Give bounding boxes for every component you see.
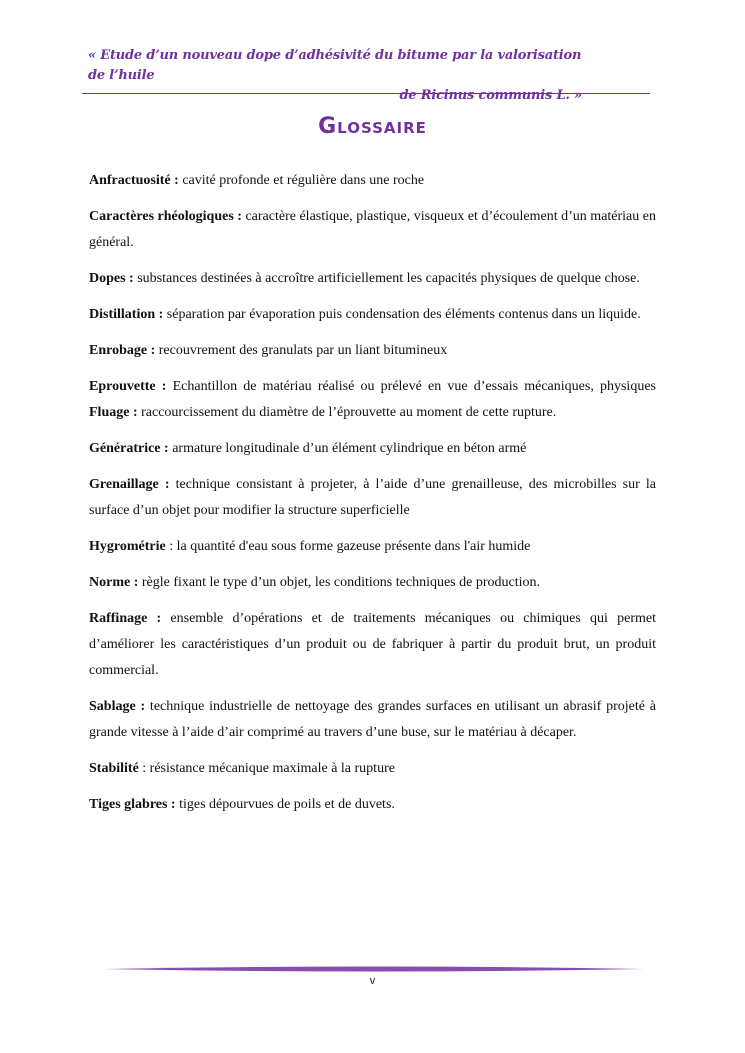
glossary-definition: technique industrielle de nettoyage des grandes surfaces en utilisant un abrasif projeté à grande vitesse à l’aide d’air comprimé au travers d’une buse, sur le matériau à décaper.: [89, 699, 656, 740]
glossary-entry: [89, 472, 656, 524]
glossary-entry: [89, 570, 656, 596]
glossary-entry: [89, 606, 656, 684]
glossary-term: Norme :: [89, 575, 139, 590]
page-title: Glossaire: [318, 114, 427, 139]
header-line-1: « Etude d’un nouveau dope d’adhésivité du bitume par la valorisation de l’huile: [88, 48, 582, 83]
glossary-entry: [89, 694, 656, 746]
glossary-entry: [89, 266, 656, 292]
glossary-definition: recouvrement des granulats par un liant bitumineux: [155, 343, 448, 358]
glossary-definition: séparation par évaporation puis condensation des éléments contenus dans un liquide.: [163, 307, 641, 322]
glossary-term: Eprouvette :: [89, 379, 167, 394]
glossary-entry: [89, 374, 656, 426]
glossary-definition: raccourcissement du diamètre de l’éprouvette au moment de cette rupture.: [137, 405, 557, 420]
glossary-term: Hygrométrie: [89, 539, 166, 554]
glossary-term: Fluage :: [89, 405, 138, 420]
header-divider: [82, 93, 650, 94]
glossary-entry: [89, 204, 656, 256]
glossary-term: Tiges glabres :: [89, 797, 176, 812]
glossary-term: Enrobage :: [89, 343, 156, 358]
glossary-definition: armature longitudinale d’un élément cylindrique en béton armé: [168, 441, 527, 456]
glossary-entry: [89, 534, 656, 560]
glossary-list: [89, 168, 656, 828]
header-line-2: de Ricinus communis L. »: [399, 88, 582, 103]
glossary-term: Caractères rhéologiques :: [89, 209, 242, 224]
glossary-term: Génératrice :: [89, 441, 169, 456]
glossary-term: Stabilité: [89, 761, 139, 776]
glossary-definition: caractère élastique, plastique, visqueux et d’écoulement d’un matériau en général.: [89, 209, 656, 250]
page-number: v: [369, 975, 376, 987]
glossary-term: Distillation :: [89, 307, 164, 322]
running-header: [88, 46, 582, 106]
glossary-definition: : la quantité d'eau sous forme gazeuse présente dans l'air humide: [165, 539, 531, 554]
glossary-entry: [89, 756, 656, 782]
glossary-term: Grenaillage :: [89, 477, 170, 492]
footer-divider: [104, 962, 644, 976]
glossary-definition: règle fixant le type d’un objet, les conditions techniques de production.: [138, 575, 540, 590]
glossary-term: Anfractuosité :: [89, 173, 179, 188]
glossary-entry: [89, 436, 656, 462]
glossary-definition: : résistance mécanique maximale à la rupture: [138, 761, 395, 776]
glossary-definition: technique consistant à projeter, à l’aide d’une grenailleuse, des microbilles sur la surface d’un objet pour modifier la structure superficielle: [89, 477, 656, 518]
glossary-definition: substances destinées à accroître artificiellement les capacités physiques de quelque chose.: [133, 271, 640, 286]
glossary-entry: [89, 338, 656, 364]
glossary-definition: ensemble d’opérations et de traitements mécaniques ou chimiques qui permet d’améliorer les caractéristiques d’un produit ou de fabriquer à partir du produit brut, un produit commercial.: [89, 611, 656, 678]
glossary-entry: [89, 792, 656, 818]
glossary-definition: tiges dépourvues de poils et de duvets.: [175, 797, 395, 812]
glossary-entry: [89, 302, 656, 328]
glossary-term: Dopes :: [89, 271, 134, 286]
glossary-entry: [89, 168, 656, 194]
glossary-definition: Echantillon de matériau réalisé ou prélevé en vue d’essais mécaniques, physiques: [166, 379, 656, 394]
glossary-definition: cavité profonde et régulière dans une roche: [178, 173, 425, 188]
glossary-term: Sablage :: [89, 699, 146, 714]
glossary-term: Raffinage :: [89, 611, 162, 626]
